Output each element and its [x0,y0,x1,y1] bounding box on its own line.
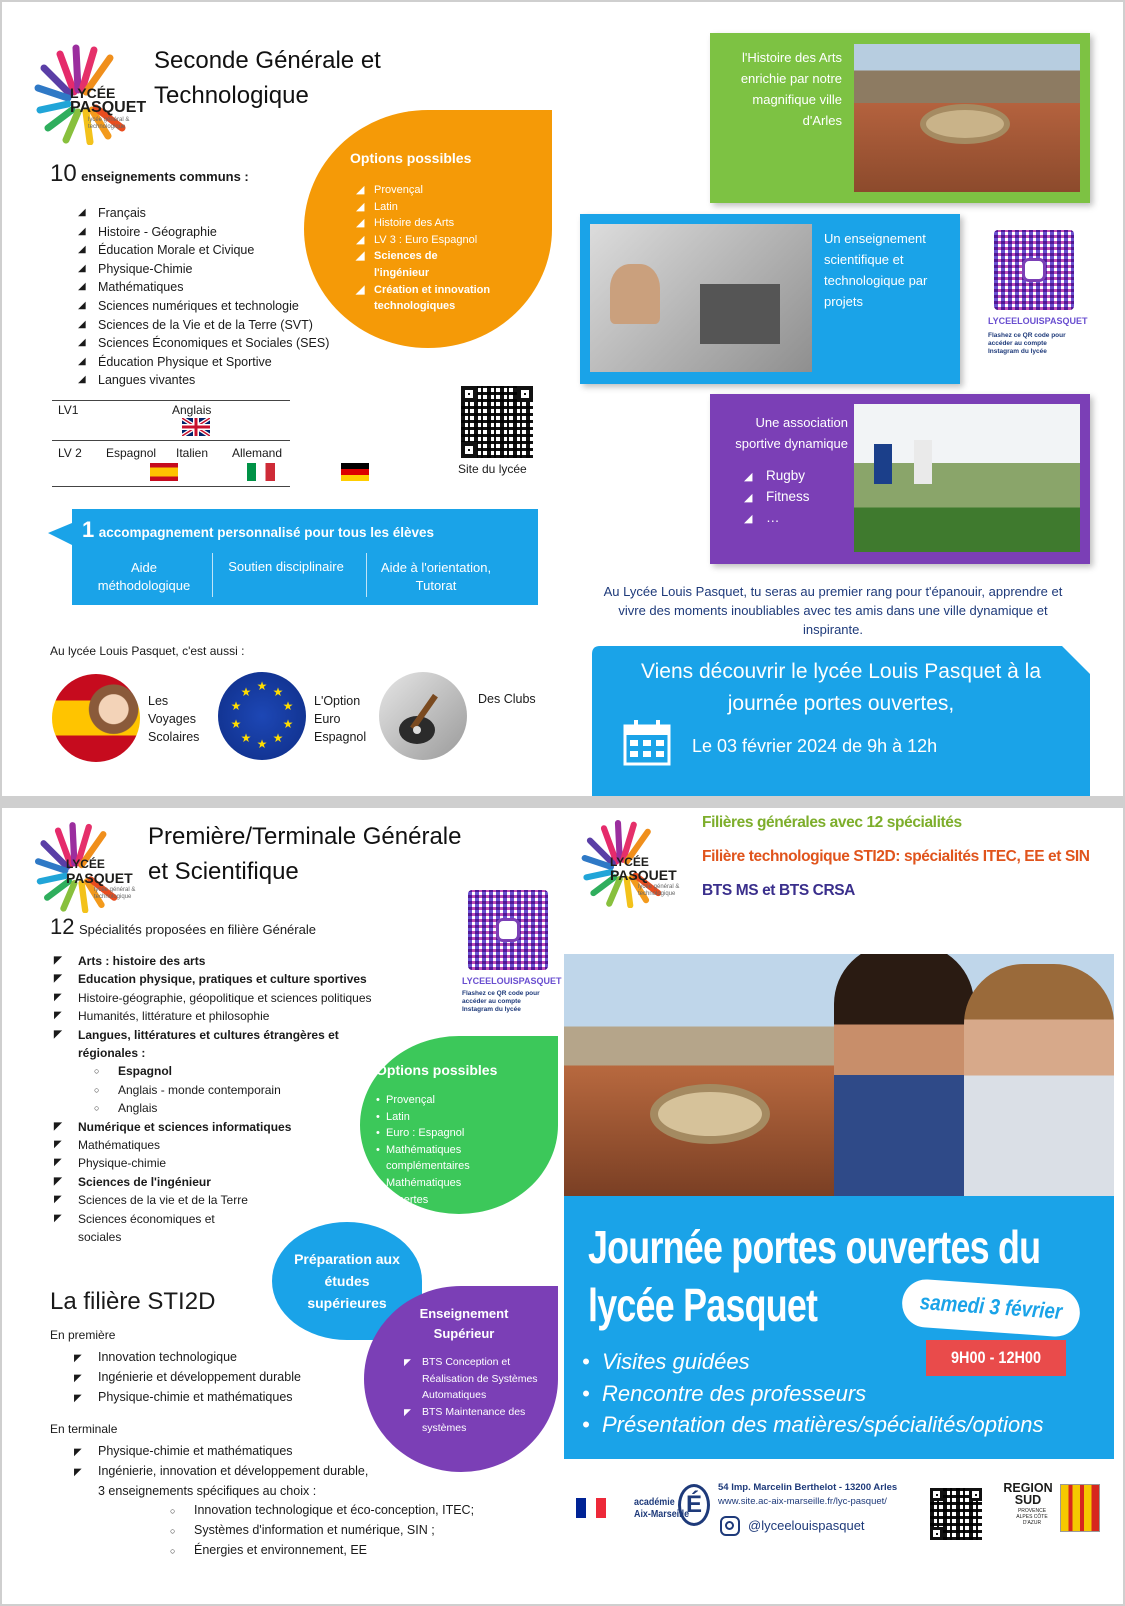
logo-line1: LYCÉE [610,855,649,869]
bullet-icon: ◤ [404,1357,411,1367]
jpo-time: 9H00 - 12H00 [951,1348,1041,1367]
jpo-line2: journée portes ouvertes, [727,692,955,715]
option-item [356,182,494,199]
subject-item: ◢ Sciences numériques et technologie [74,297,329,316]
page-seconde [2,2,1123,796]
svg-text:★: ★ [272,685,284,699]
bullet-icon: ○ [94,1084,100,1095]
jpo-banner [592,646,1090,796]
lv-divider-bottom [52,486,290,487]
footer-insta[interactable]: @lyceelouispasquet [748,1518,865,1533]
speciality-label: Humanités, littérature et philosophie [78,1009,270,1024]
svg-text:★: ★ [240,685,252,699]
speciality-item [54,1191,374,1209]
lycee-logo-2 [32,818,142,913]
speciality-label: Education physique, pratiques et culture sportives [78,972,367,987]
accomp-heading [82,517,434,543]
title-line2: Technologique [154,81,309,109]
terminale-sub-item [74,1541,474,1561]
tagline: Au Lycée Louis Pasquet, tu seras au premier rang pour t'épanouir, apprendre et vivre des moments inoubliables avec tes amis dans une ville dynamique et inspirante. [603,584,1063,637]
terminale-item [74,1462,474,1482]
option-item [376,1142,546,1175]
bullet-icon: ◤ [54,1194,62,1206]
option-label: Sciences de l'ingénieur [374,250,438,279]
page-title [154,44,381,114]
speciality-item [54,1136,374,1154]
accomp-number: 1 [82,517,95,542]
jpo-text [592,656,1090,720]
spec-label: Spécialités proposées en filière Générale [78,922,316,937]
jpo-date-2: samedi 3 février [919,1289,1064,1324]
logo-sub: lycée général & technologique [94,887,136,900]
common-heading [50,160,249,188]
bullet-icon: ◤ [74,1353,82,1364]
speciality-label: Numérique et sciences informatiques [78,1119,292,1134]
sport-item [744,466,810,487]
option-label: Mathématiques complémentaires [386,1143,470,1173]
clubs-photo [379,672,467,760]
bullet-icon: • [582,1349,590,1374]
option-item [356,282,494,315]
rugby-photo [854,404,1080,552]
terminale-label: En terminale [50,1422,118,1436]
subject-item: ◢ Histoire - Géographie [74,223,329,242]
bullet-icon: ◢ [744,492,753,504]
svg-text:★: ★ [240,731,252,745]
option-item [376,1175,546,1208]
speciality-label: Espagnol [118,1064,173,1079]
bullet-icon: ◤ [54,1139,62,1151]
bullet-icon: • [376,1110,380,1123]
extra-euro: L'Option Euro Espagnol [314,694,367,744]
bullet-icon: ◢ [744,513,753,525]
insta-note-2: Flashez ce QR code pour accéder au compte Instagram du lycée [462,990,540,1013]
svg-text:★: ★ [230,717,242,731]
bullet-icon: • [582,1380,590,1406]
bullet-icon: ○ [170,1506,176,1516]
option-label: Histoire des Arts [374,217,455,230]
sti2d-title: La filière STI2D [50,1288,216,1315]
title-line1: Première/Terminale Générale [148,823,462,850]
lycee-logo-3 [578,816,686,908]
svg-text:★: ★ [256,679,268,693]
player-shape-2 [914,440,932,484]
region-line1: REGION [1003,1481,1053,1495]
svg-text:★: ★ [282,717,294,731]
option-label: Euro : Espagnol [386,1127,465,1140]
option-label: Latin [386,1110,410,1123]
accomp-col3: Aide à l'orientation, Tutorat [380,560,492,593]
option-label: Latin [374,200,398,213]
sport-label: Rugby [766,468,806,483]
bullet-icon: ◤ [74,1373,82,1384]
option-label: LV 3 : Euro Espagnol [374,233,478,246]
insta-handle-2: LYCEELOUISPASQUET [462,976,562,986]
terminale-label: Ingénierie, innovation et développement durable, [98,1464,369,1478]
svg-text:★: ★ [230,699,242,713]
options-title: Options possibles [350,150,472,166]
premiere-list [74,1348,301,1408]
bullet-icon: ○ [170,1546,176,1556]
terminale-sub-label: Innovation technologique et éco-conception, ITEC; [194,1503,475,1517]
instagram-qr-code[interactable] [994,230,1074,310]
jpo-item-label: Rencontre des professeurs [602,1380,867,1406]
speciality-item [54,1026,374,1063]
bullet-icon: • [376,1127,380,1140]
lv1-label: LV1 [58,403,79,417]
footer-url[interactable]: www.site.ac-aix-marseille.fr/lyc-pasquet/ [718,1496,887,1507]
option-label: Provençal [386,1094,435,1106]
eu-photo [218,672,306,760]
jpo-line1: Viens découvrir le lycée Louis Pasquet à la [640,660,1041,683]
sup-list [404,1354,550,1437]
arts-card [710,33,1090,203]
terminale-sub-label: Énergies et environnement, EE [194,1543,368,1557]
options-title-2: Options possibles [376,1062,498,1078]
speciality-item [54,1118,374,1136]
jpo-item [582,1378,1043,1410]
speciality-item [54,1099,374,1117]
region-line2: SUD [1014,1493,1042,1507]
accomp-sep1 [212,553,213,597]
subject-item: ◢ Physique-Chimie [74,260,329,279]
speciality-label: Mathématiques [78,1138,161,1153]
qr-site-label: Site du lycée [458,462,527,476]
bullet-icon: ◤ [54,955,62,966]
jpo-date: Le 03 février 2024 de 9h à 12h [692,736,938,756]
subject-item: ◢ Mathématiques [74,278,329,297]
bullet-icon: ◤ [54,1157,62,1169]
bullet-icon: ◢ [356,233,365,246]
subject-item: ◢ Sciences de la Vie et de la Terre (SVT) [74,316,329,335]
sup-blob [364,1286,558,1472]
sport-item [744,487,810,508]
academie-e-icon: É [678,1484,710,1526]
jpo-items-list [582,1346,1043,1441]
bullet-icon: ◤ [74,1393,82,1404]
terminale-label: Physique-chimie et mathématiques [98,1444,293,1458]
bullet-icon: ◤ [74,1447,82,1458]
prep-text: Préparation aux études supérieures [294,1251,400,1311]
bullet-icon: ◢ [356,200,365,213]
speciality-item [54,1062,374,1080]
speciality-item [54,989,374,1007]
speciality-label: Anglais - monde contemporain [118,1082,281,1097]
bullet-icon: ◢ [744,471,753,483]
jpo-item-label: Présentation des matières/spécialités/options [602,1412,1044,1437]
bullet-icon: • [376,1143,380,1156]
hero-photo [564,954,1114,1196]
subject-item: ◢ Éducation Physique et Sportive [74,353,329,372]
speciality-label: Physique-chimie [78,1156,167,1171]
subject-item: ◢ Sciences Économiques et Sociales (SES) [74,334,329,353]
logo-line1: LYCÉE [66,857,105,871]
subject-item: ◢ Français [74,204,329,223]
option-label: Provençal [374,184,423,196]
science-card-text: Un enseignement scientifique et technologique par projets [824,231,928,309]
bullet-icon: ◤ [74,1467,82,1478]
svg-text:★: ★ [282,699,294,713]
option-item [356,232,494,249]
jpo-item [582,1409,1043,1441]
robot-shape [700,284,780,344]
sup-label: BTS Conception et Réalisation de Systèmes Automatiques [422,1356,538,1401]
premiere-item [74,1388,301,1408]
sport-item [744,508,810,529]
speciality-label: Arts : histoire des arts [78,954,206,968]
calendar-icon [622,718,672,768]
jpo-title2: lycée Pasquet [588,1279,818,1331]
speciality-item [54,1173,374,1191]
academie-line2: Aix-Marseille [634,1508,690,1520]
sport-card-title: Une association sportive dynamique [735,415,848,451]
option-item [356,248,494,281]
common-number: 10 [50,160,77,187]
footer-qr-code[interactable] [930,1488,982,1540]
option-item [376,1092,546,1109]
eu-stars-icon [218,672,306,760]
region-logo [1000,1482,1056,1526]
region-line3: PROVENCE ALPES CÔTE D'AZUR [1016,1508,1048,1526]
instagram-icon [1022,258,1046,282]
sport-card [710,394,1090,564]
girl-shape [834,954,974,1196]
uk-flag-icon [182,418,210,436]
option-label: Mathématiques expertes [386,1176,462,1206]
arts-card-text: l'Histoire des Arts enrichie par notre magnifique ville d'Arles [740,50,842,128]
speciality-item [54,952,374,970]
lv2-lang-it: Italien [176,446,209,460]
instagram-icon [720,1516,740,1536]
lv2-lang-de: Allemand [232,446,283,460]
bullet-icon: ◤ [54,1175,62,1187]
terminale-note: 3 enseignements spécifiques au choix : [98,1484,317,1498]
extra-voyages: Les Voyages Scolaires [148,694,200,744]
arena-shape [920,104,1010,144]
page-premiere-terminale [2,808,1123,1604]
arena-shape [650,1084,770,1144]
option-item [356,199,494,216]
page2-title [148,820,461,890]
speciality-item [54,1154,374,1172]
title-line2: et Scientifique [148,857,299,885]
spec-number: 12 [50,914,75,939]
premiere-label: Ingénierie et développement durable [98,1370,301,1384]
bullet-icon: ◤ [54,1010,62,1022]
speciality-label: Sciences de la vie et de la Terre [78,1193,248,1208]
lv-divider-top [52,400,290,401]
bullet-icon: ◤ [54,1028,62,1040]
arles-photo [854,44,1080,192]
bullet-icon: • [582,1412,590,1437]
speciality-item [54,1007,374,1025]
lab-photo [590,224,812,372]
bullet-icon: ◢ [356,283,365,296]
sup-label: BTS Maintenance des systèmes [422,1405,526,1434]
speciality-label: Anglais [118,1101,158,1116]
accomp-col1: Aide méthodologique [97,560,191,593]
specialities-list [54,952,374,1247]
accomp-col2: Soutien disciplinaire [228,559,344,574]
bullet-icon: • [376,1176,380,1189]
bullet-icon: ◤ [54,973,62,985]
logo-line2: PASQUET [66,870,133,886]
subject-item: ◢ Langues vivantes [74,371,329,390]
accomp-banner [48,509,538,605]
speciality-label: Sciences économiques et sociales [78,1211,215,1245]
instagram-icon [496,918,520,942]
also-label: Au lycée Louis Pasquet, c'est aussi : [50,644,245,658]
sup-title: Enseignement Supérieur [419,1306,509,1341]
spain-flag-icon [150,463,178,481]
site-qr-code[interactable] [461,386,533,458]
speciality-item [54,970,374,988]
common-label: enseignements communs : [81,169,249,184]
speciality-label: Histoire-géographie, géopolitique et sciences politiques [78,990,372,1005]
title-line1: Seconde Générale et [154,47,381,74]
lv-divider-mid [52,440,290,441]
spec-heading [50,914,316,940]
bullet-icon: ◢ [356,250,365,263]
subjects-list [74,204,329,390]
options-blob [304,110,552,348]
instagram-qr-code-2[interactable] [468,890,548,970]
bullet-icon: ○ [170,1526,176,1536]
voyages-photo [52,674,140,762]
sport-list [744,466,810,529]
boy-shape [964,964,1114,1196]
lycee-logo [32,40,152,145]
guitar-icon [379,672,467,760]
insta-handle: LYCEELOUISPASQUET [988,316,1088,326]
academie-line1: académie [634,1496,675,1508]
subject-item: ◢ Éducation Morale et Civique [74,241,329,260]
lv1-lang: Anglais [172,403,212,417]
bullet-icon: • [376,1094,380,1106]
sport-label: … [766,510,780,525]
svg-text:★: ★ [256,737,268,751]
jpo-item-label: Visites guidées [602,1349,750,1374]
bullet-icon: ◤ [404,1406,411,1417]
accomp-text: accompagnement personnalisé pour tous les élèves [98,525,435,540]
bullet-icon: ◤ [54,991,62,1003]
italy-flag-icon [247,463,275,481]
insta-note: Flashez ce QR code pour accéder au compte Instagram du lycée [988,332,1066,355]
options-list-2 [376,1092,546,1208]
terminale-sub-item [74,1521,474,1541]
speciality-item [54,1081,374,1099]
logo-line2: PASQUET [70,99,147,116]
logo-line1: LYCÉE [70,85,116,101]
logo-line2: PASQUET [610,867,677,883]
speciality-label: Langues, littératures et cultures étrangères et régionales : [78,1027,339,1061]
premiere-item [74,1368,301,1388]
bullet-icon: ◢ [356,217,365,230]
speciality-label: Sciences de l'ingénieur [78,1174,211,1189]
option-item [356,215,494,232]
bullet-icon: ○ [94,1066,100,1077]
sup-item [404,1404,550,1437]
terminale-sub-label: Systèmes d'information et numérique, SIN ; [194,1523,435,1537]
options-blob-2 [360,1036,558,1214]
filieres-line1: Filières générales avec 12 spécialités [702,814,962,831]
student-shape [610,264,660,324]
terminale-sub-item [74,1501,474,1521]
bullet-icon: ◤ [54,1120,62,1132]
jpo-block [564,1196,1114,1459]
science-card [580,214,960,384]
jpo-item [582,1346,1043,1378]
logo-sub: lycée général & technologique [638,884,680,897]
premiere-item [74,1348,301,1368]
premiere-label: En première [50,1328,116,1342]
jpo-title1: Journée portes ouvertes du [588,1221,1041,1273]
option-label: Création et innovation technologiques [374,283,491,313]
sport-label: Fitness [766,489,810,504]
region-blazon-icon [1060,1484,1100,1532]
lv2-lang-es: Espagnol [106,446,157,460]
bullet-icon: ◤ [54,1212,62,1224]
options-list [356,182,494,315]
germany-flag-icon [341,463,369,481]
sup-item [404,1354,550,1404]
premiere-label: Innovation technologique [98,1350,238,1364]
premiere-label: Physique-chimie et mathématiques [98,1390,293,1404]
option-item [376,1125,546,1142]
filieres-line2: Filière technologique STI2D: spécialités ITEC, EE et SIN [702,848,1090,865]
extra-clubs: Des Clubs [478,692,536,706]
player-shape [874,444,892,484]
bullet-icon: ◢ [356,184,365,196]
option-item [376,1109,546,1126]
filieres-line3: BTS MS et BTS CRSA [702,882,855,899]
logo-sub: lycée général & technologique [88,117,130,130]
republique-flag-icon [576,1498,606,1518]
bullet-icon: ○ [94,1103,100,1114]
lv2-label: LV 2 [58,446,82,460]
svg-text:★: ★ [272,731,284,745]
footer-address: 54 Imp. Marcelin Berthelot - 13200 Arles [718,1482,898,1493]
